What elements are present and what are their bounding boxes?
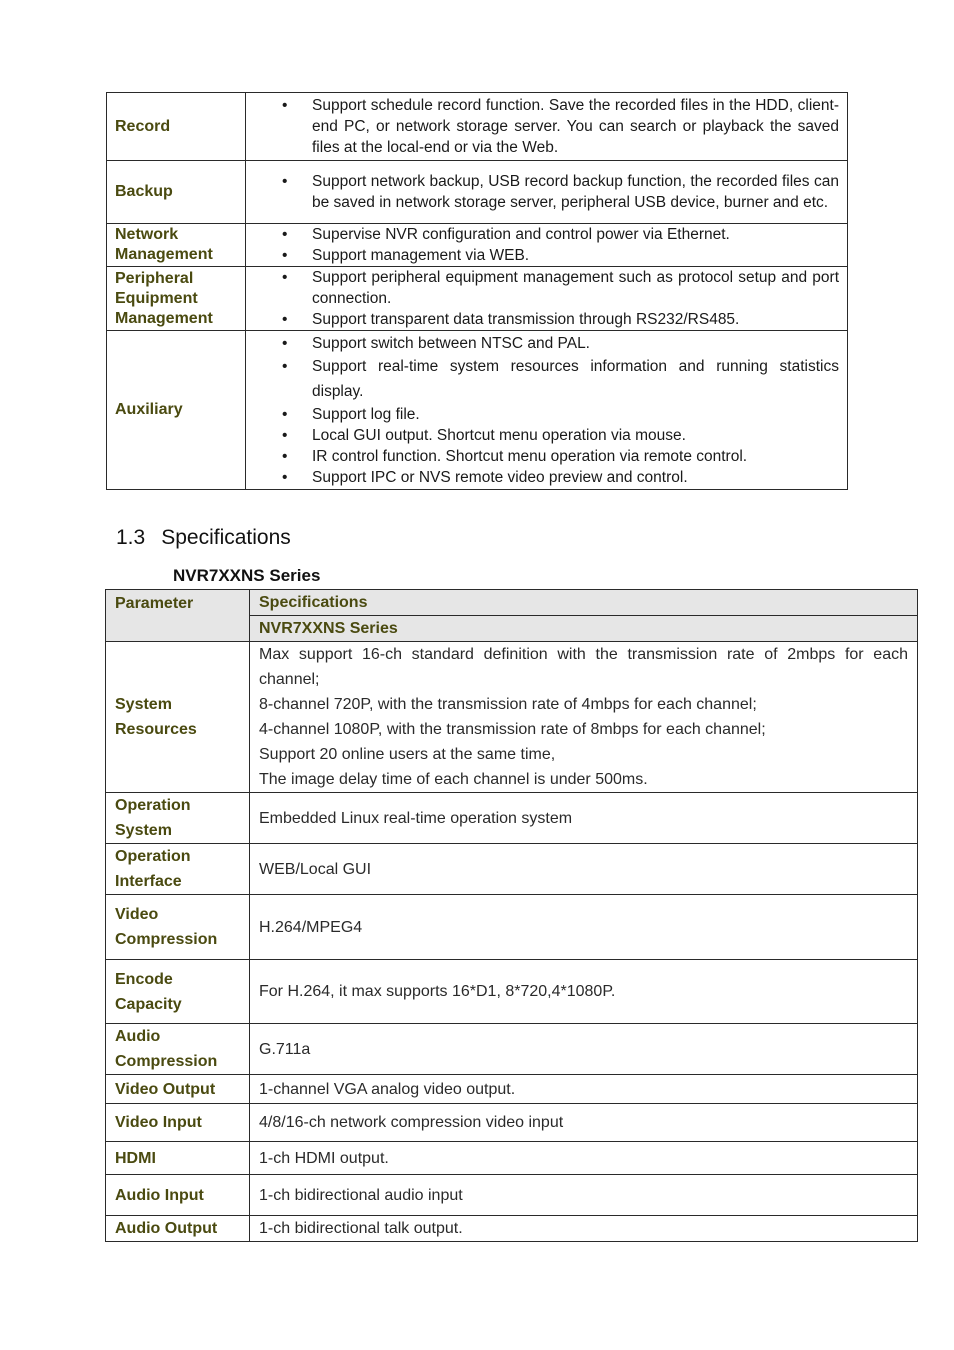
spec-header-row [106, 590, 918, 616]
header-parameter: Parameter [106, 590, 250, 642]
feature-label: Backup [107, 161, 246, 224]
header-specifications: Specifications [250, 590, 918, 616]
feature-row-auxiliary [107, 331, 848, 490]
header-series: NVR7XXNS Series [250, 616, 918, 642]
spec-value: For H.264, it max supports 16*D1, 8*720,4*1080P. [250, 960, 918, 1024]
spec-line: Support 20 online users at the same time, [259, 746, 556, 763]
feature-item: • Support management via WEB. [246, 245, 839, 266]
feature-item: • IR control function. Shortcut menu operation via remote control. [246, 446, 839, 467]
feature-item: • Support transparent data transmission through RS232/RS485. [246, 309, 839, 330]
feature-item: • Support log file. [246, 404, 839, 425]
feature-list [246, 267, 839, 330]
spec-label: HDMI [106, 1142, 250, 1175]
spec-row [106, 1216, 918, 1242]
spec-label: Operation Interface [106, 844, 250, 895]
spec-row [106, 1175, 918, 1216]
features-table [106, 92, 848, 490]
feature-item: • Local GUI output. Shortcut menu operation via mouse. [246, 425, 839, 446]
spec-value: 4/8/16-ch network compression video input [250, 1104, 918, 1142]
feature-item: • Support network backup, USB record backup function, the recorded files can be saved in network storage server, peripheral USB device, burner and etc. [246, 171, 839, 213]
section-title: Specifications [161, 526, 291, 549]
feature-list [246, 95, 839, 158]
spec-label: Video Input [106, 1104, 250, 1142]
feature-item: • Support real-time system resources information and running statistics display. [246, 354, 839, 404]
feature-row-network [107, 224, 848, 267]
spec-value: WEB/Local GUI [250, 844, 918, 895]
spec-row [106, 1024, 918, 1075]
spec-label: System Resources [106, 642, 250, 793]
spec-value: 1-ch bidirectional talk output. [250, 1216, 918, 1242]
spec-label: Audio Compression [106, 1024, 250, 1075]
feature-list [246, 171, 839, 213]
spec-row [106, 793, 918, 844]
spec-row [106, 1104, 918, 1142]
feature-list [246, 224, 839, 266]
feature-label: Peripheral Equipment Management [107, 267, 246, 331]
spec-label: Video Compression [106, 895, 250, 960]
series-title: NVR7XXNS Series [173, 566, 321, 585]
feature-item: • Support switch between NTSC and PAL. [246, 333, 839, 354]
feature-item: • Support peripheral equipment management such as protocol setup and port connection. [246, 267, 839, 309]
spec-value: 1-ch HDMI output. [250, 1142, 918, 1175]
spec-line: Max support 16-ch standard definition with the transmission rate of 2mbps for each channel; [259, 646, 908, 688]
spec-label: Encode Capacity [106, 960, 250, 1024]
feature-item: • Support schedule record function. Save the recorded files in the HDD, client-end PC, or network storage server. You can search or playback the saved files at the local-end or via the Web. [246, 95, 839, 158]
feature-row-peripheral [107, 267, 848, 331]
section-heading [116, 526, 291, 550]
spec-row [106, 1142, 918, 1175]
spec-row [106, 895, 918, 960]
spec-value: Embedded Linux real-time operation system [250, 793, 918, 844]
spec-label: Operation System [106, 793, 250, 844]
spec-row-system-resources [106, 642, 918, 793]
spec-value [250, 642, 918, 793]
spec-label: Video Output [106, 1075, 250, 1104]
feature-label: Network Management [107, 224, 246, 267]
spec-row [106, 960, 918, 1024]
spec-value: G.711a [250, 1024, 918, 1075]
feature-item: • Support IPC or NVS remote video preview and control. [246, 467, 839, 488]
feature-row-record [107, 93, 848, 161]
spec-row [106, 1075, 918, 1104]
spec-label: Audio Output [106, 1216, 250, 1242]
spec-value: 1-channel VGA analog video output. [250, 1075, 918, 1104]
specs-table [105, 589, 918, 1242]
spec-line: 8-channel 720P, with the transmission rate of 4mbps for each channel; [259, 696, 757, 713]
feature-item: • Supervise NVR configuration and control power via Ethernet. [246, 224, 839, 245]
spec-row [106, 844, 918, 895]
spec-value: 1-ch bidirectional audio input [250, 1175, 918, 1216]
feature-label: Record [107, 93, 246, 161]
spec-value: H.264/MPEG4 [250, 895, 918, 960]
feature-row-backup [107, 161, 848, 224]
section-number: 1.3 [116, 526, 146, 549]
feature-list [246, 333, 839, 488]
spec-line: The image delay time of each channel is under 500ms. [259, 771, 648, 788]
spec-label: Audio Input [106, 1175, 250, 1216]
spec-line: 4-channel 1080P, with the transmission rate of 8mbps for each channel; [259, 721, 766, 738]
feature-label: Auxiliary [107, 331, 246, 490]
